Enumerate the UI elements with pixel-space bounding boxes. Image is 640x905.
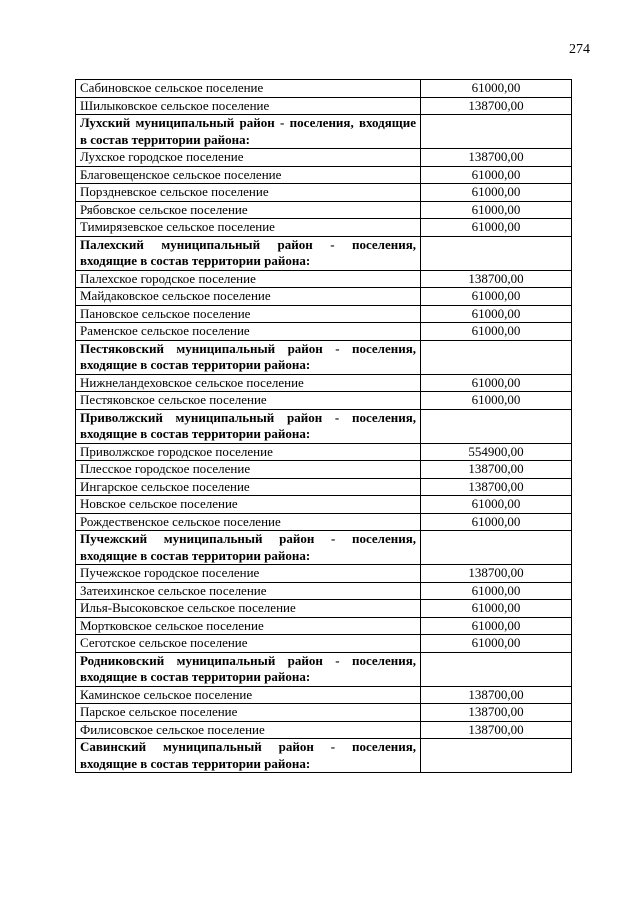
region-header-row [76,531,572,565]
amount-cell: 61000,00 [421,600,572,618]
settlement-row [76,184,572,202]
settlement-row [76,686,572,704]
amount-cell: 138700,00 [421,704,572,722]
region-header-row [76,652,572,686]
amount-cell: 61000,00 [421,201,572,219]
amount-cell: 61000,00 [421,496,572,514]
amount-cell: 61000,00 [421,219,572,237]
settlement-name-cell: Сабиновское сельское поселение [76,80,421,98]
settlement-row [76,97,572,115]
amount-cell [421,236,572,270]
settlement-name-cell: Майдаковское сельское поселение [76,288,421,306]
settlement-row [76,80,572,98]
amount-cell: 138700,00 [421,461,572,479]
settlement-name-cell: Тимирязевское сельское поселение [76,219,421,237]
amount-cell: 61000,00 [421,288,572,306]
amount-cell [421,115,572,149]
settlement-name-cell: Пучежское городское поселение [76,565,421,583]
settlement-name-cell: Мортковское сельское поселение [76,617,421,635]
amount-cell: 61000,00 [421,374,572,392]
amount-cell: 61000,00 [421,635,572,653]
settlement-name-cell: Сеготское сельское поселение [76,635,421,653]
settlement-row [76,201,572,219]
settlement-name-cell: Раменское сельское поселение [76,323,421,341]
settlement-row [76,149,572,167]
settlement-row [76,478,572,496]
settlement-row [76,270,572,288]
settlement-row [76,635,572,653]
settlement-name-cell: Затеихинское сельское поселение [76,582,421,600]
settlement-name-cell: Илья-Высоковское сельское поселение [76,600,421,618]
amount-cell: 138700,00 [421,565,572,583]
amount-cell: 138700,00 [421,721,572,739]
settlement-name-cell: Парское сельское поселение [76,704,421,722]
amount-cell [421,652,572,686]
amount-cell: 138700,00 [421,478,572,496]
settlement-name-cell: Филисовское сельское поселение [76,721,421,739]
amount-cell [421,739,572,773]
settlement-name-cell: Ингарское сельское поселение [76,478,421,496]
amount-cell: 61000,00 [421,166,572,184]
amount-cell: 61000,00 [421,617,572,635]
settlement-row [76,288,572,306]
amount-cell: 61000,00 [421,582,572,600]
settlement-name-cell: Благовещенское сельское поселение [76,166,421,184]
allocation-table-body [76,80,572,773]
settlement-row [76,219,572,237]
amount-cell: 61000,00 [421,184,572,202]
amount-cell [421,531,572,565]
settlement-name-cell: Каминское сельское поселение [76,686,421,704]
settlement-name-cell: Шилыковское сельское поселение [76,97,421,115]
settlement-row [76,305,572,323]
page-number: 274 [569,42,590,57]
settlement-name-cell: Палехское городское поселение [76,270,421,288]
settlement-row [76,392,572,410]
allocation-table [75,79,572,773]
amount-cell: 138700,00 [421,270,572,288]
amount-cell: 61000,00 [421,80,572,98]
amount-cell: 61000,00 [421,513,572,531]
settlement-name-cell: Нижнеландеховское сельское поселение [76,374,421,392]
settlement-row [76,513,572,531]
settlement-row [76,461,572,479]
settlement-row [76,582,572,600]
region-name-cell: Пестяковский муниципальный район - поселения, входящие в состав территории района: [76,340,421,374]
settlement-name-cell: Рябовское сельское поселение [76,201,421,219]
settlement-row [76,704,572,722]
settlement-name-cell: Плесское городское поселение [76,461,421,479]
region-name-cell: Лухский муниципальный район - поселения, входящие в состав территории района: [76,115,421,149]
amount-cell: 138700,00 [421,149,572,167]
region-name-cell: Палехский муниципальный район - поселения, входящие в состав территории района: [76,236,421,270]
region-name-cell: Савинский муниципальный район - поселения, входящие в состав территории района: [76,739,421,773]
region-name-cell: Пучежский муниципальный район - поселения, входящие в состав территории района: [76,531,421,565]
region-header-row [76,236,572,270]
region-header-row [76,409,572,443]
region-header-row [76,340,572,374]
amount-cell: 554900,00 [421,443,572,461]
amount-cell: 61000,00 [421,305,572,323]
amount-cell [421,409,572,443]
settlement-name-cell: Лухское городское поселение [76,149,421,167]
amount-cell: 61000,00 [421,392,572,410]
region-name-cell: Родниковский муниципальный район - поселения, входящие в состав территории района: [76,652,421,686]
settlement-name-cell: Порздневское сельское поселение [76,184,421,202]
amount-cell: 61000,00 [421,323,572,341]
amount-cell: 138700,00 [421,97,572,115]
settlement-name-cell: Пановское сельское поселение [76,305,421,323]
settlement-row [76,496,572,514]
settlement-name-cell: Рождественское сельское поселение [76,513,421,531]
settlement-name-cell: Приволжское городское поселение [76,443,421,461]
settlement-row [76,721,572,739]
settlement-row [76,565,572,583]
settlement-name-cell: Пестяковское сельское поселение [76,392,421,410]
settlement-row [76,374,572,392]
settlement-row [76,617,572,635]
region-header-row [76,739,572,773]
settlement-row [76,323,572,341]
region-name-cell: Приволжский муниципальный район - поселения, входящие в состав территории района: [76,409,421,443]
settlement-row [76,166,572,184]
settlement-name-cell: Новское сельское поселение [76,496,421,514]
amount-cell [421,340,572,374]
settlement-row [76,600,572,618]
settlement-row [76,443,572,461]
amount-cell: 138700,00 [421,686,572,704]
region-header-row [76,115,572,149]
